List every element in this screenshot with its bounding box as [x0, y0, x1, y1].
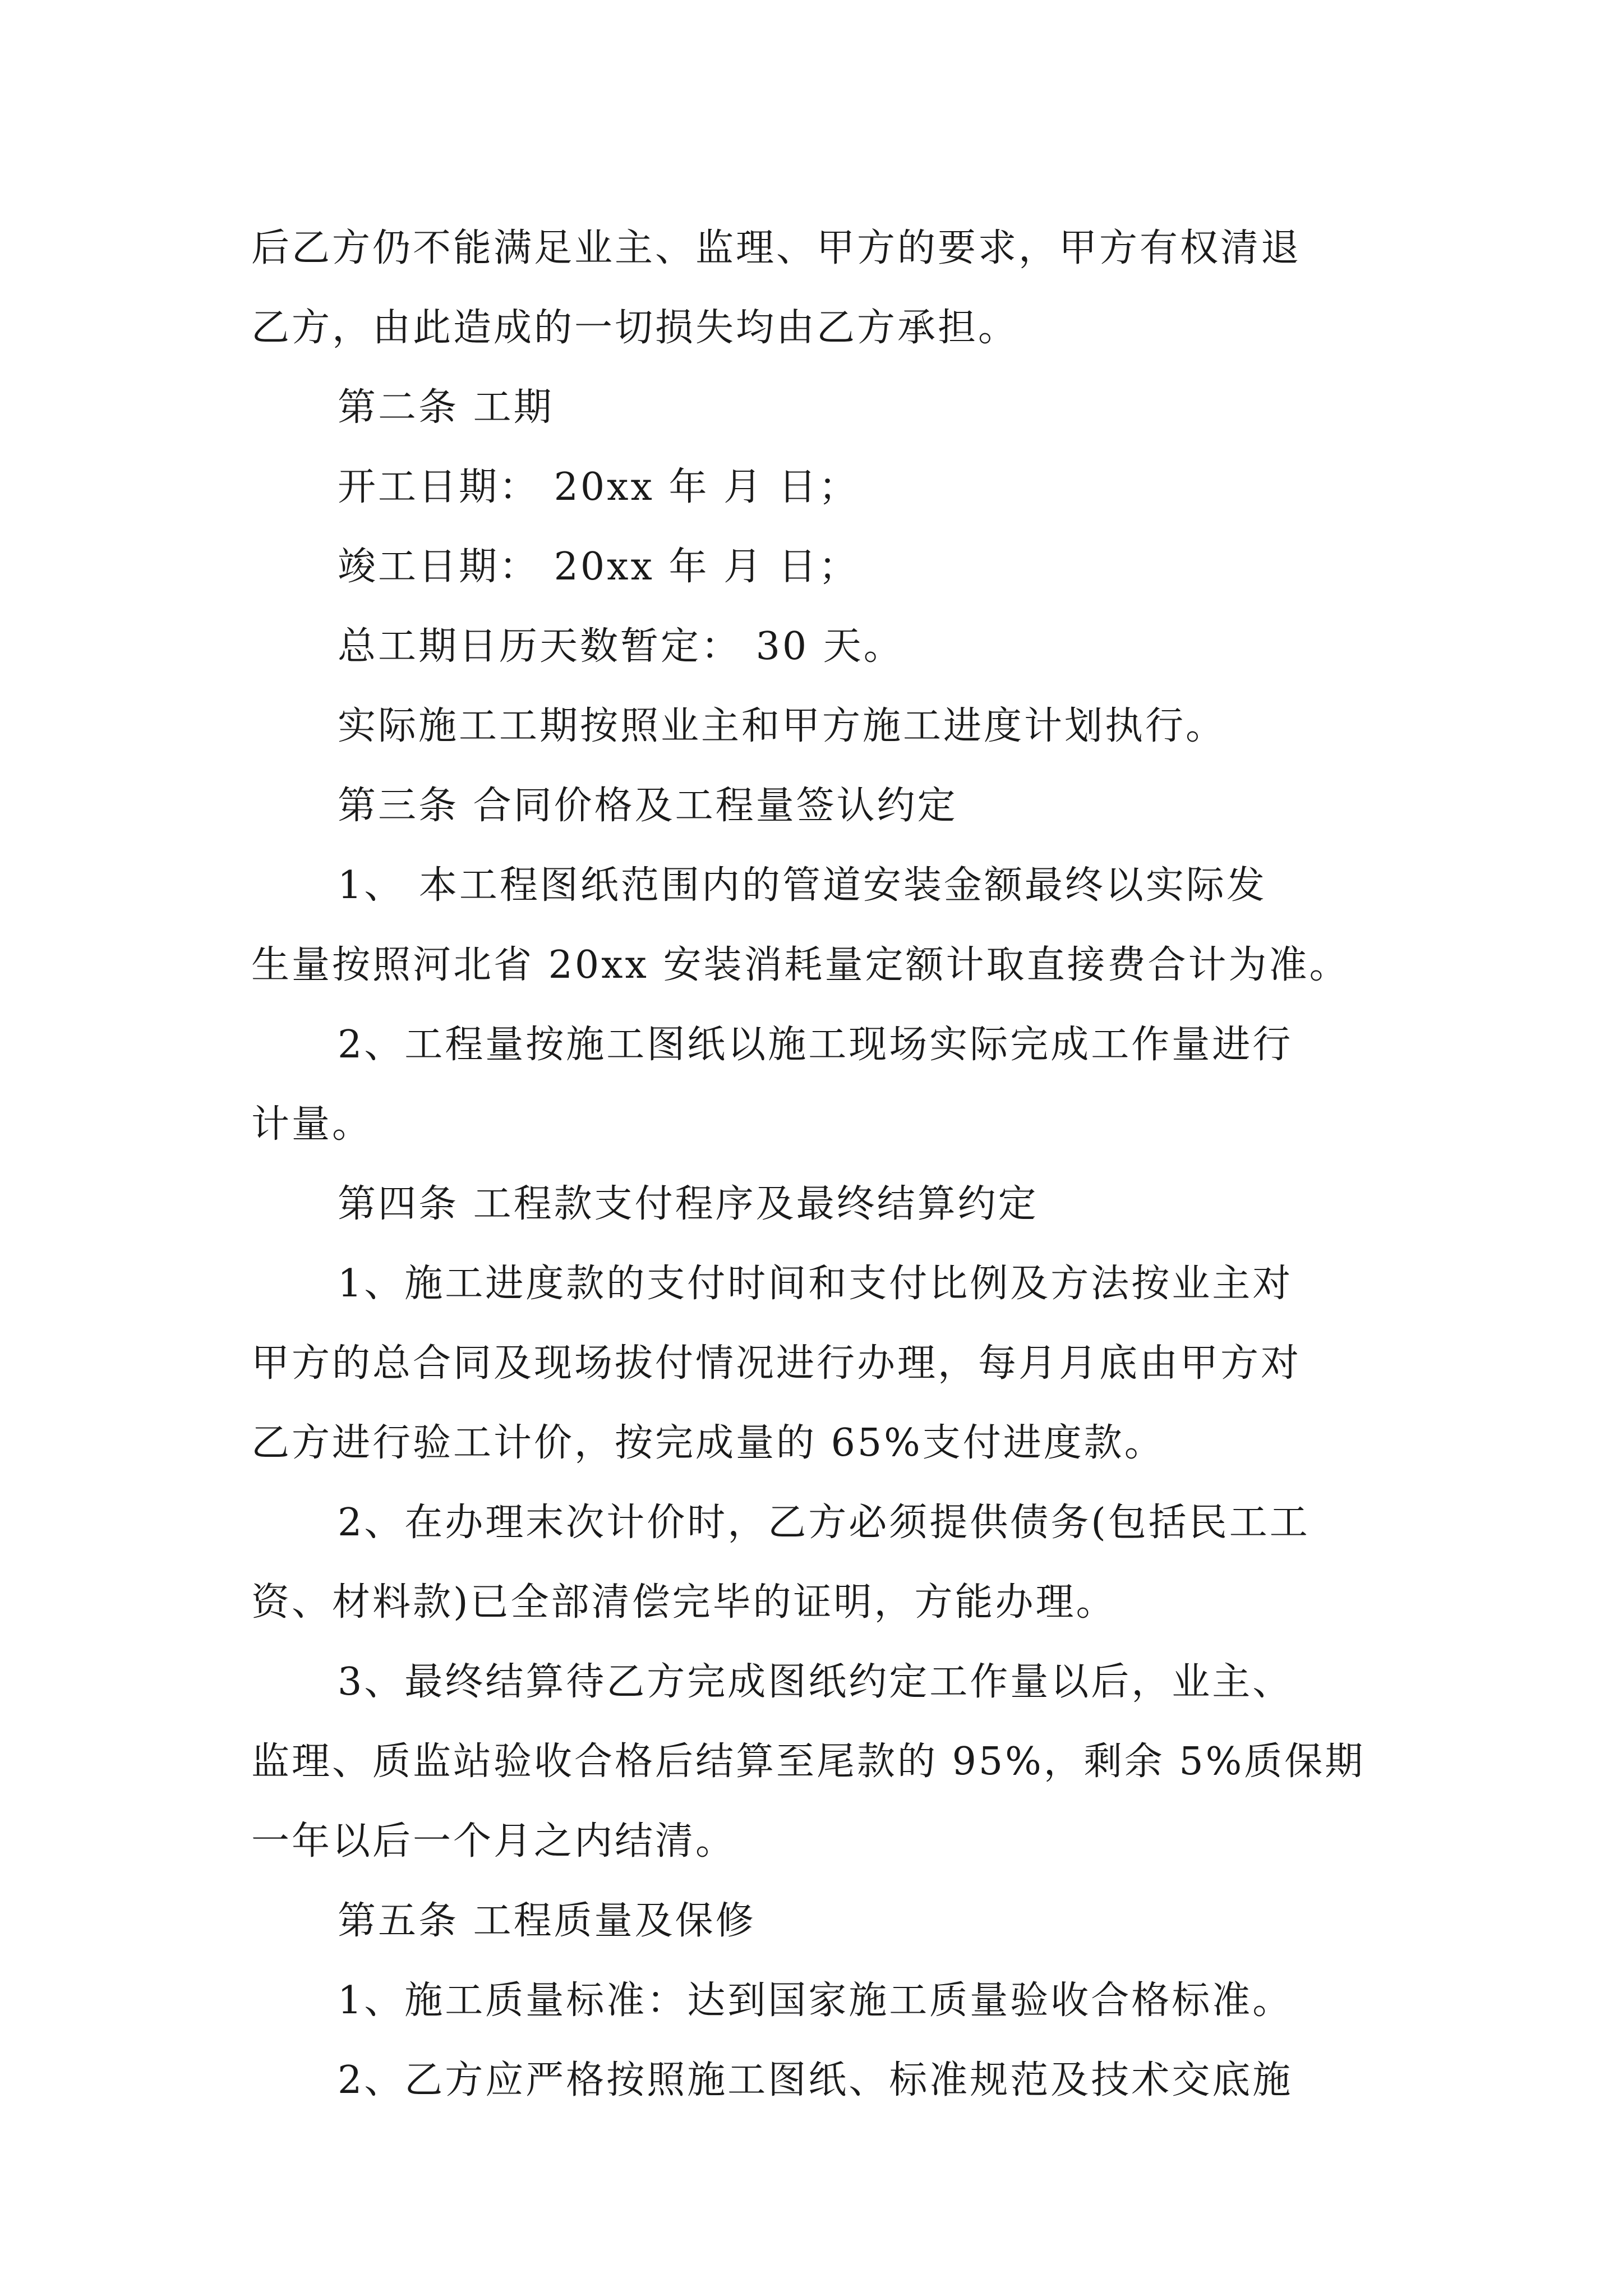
- text-line: 实际施工工期按照业主和甲方施工进度计划执行。: [338, 704, 1227, 748]
- text-line: 竣工日期： 20xx 年 月 日；: [338, 545, 859, 589]
- text-line: 甲方的总合同及现场拔付情况进行办理，每月月底由甲方对: [251, 1341, 1302, 1386]
- section-heading-5: 第五条 工程质量及保修: [338, 1899, 756, 1943]
- text-line: 2、在办理末次计价时，乙方必须提供债务(包括民工工: [338, 1501, 1310, 1545]
- contract-text-body: [251, 209, 1390, 2120]
- text-line: 3、最终结算待乙方完成图纸约定工作量以后，业主、: [338, 1660, 1293, 1704]
- text-line: 后乙方仍不能满足业主、监理、甲方的要求，甲方有权清退: [251, 226, 1302, 270]
- section-heading-3: 第三条 合同价格及工程量签认约定: [338, 784, 958, 828]
- text-line: 一年以后一个月之内结清。: [251, 1819, 736, 1864]
- text-line: 2、工程量按施工图纸以施工现场实际完成工作量进行: [338, 1023, 1293, 1067]
- text-line: 开工日期： 20xx 年 月 日；: [338, 465, 859, 509]
- text-line: 2、乙方应严格按照施工图纸、标准规范及技术交底施: [338, 2058, 1293, 2102]
- text-line: 总工期日历天数暂定： 30 天。: [338, 624, 904, 669]
- text-line: 1、施工质量标准：达到国家施工质量验收合格标准。: [338, 1978, 1293, 2023]
- text-line: 乙方，由此造成的一切损失均由乙方承担。: [251, 306, 1019, 350]
- section-heading-2: 第二条 工期: [338, 385, 554, 430]
- text-line: 监理、质监站验收合格后结算至尾款的 95%，剩余 5%质保期: [251, 1740, 1366, 1784]
- text-line: 资、材料款)已全部清偿完毕的证明，方能办理。: [251, 1580, 1117, 1625]
- text-line: 乙方进行验工计价，按完成量的 65%支付进度款。: [251, 1421, 1165, 1465]
- text-line: 计量。: [251, 1102, 373, 1147]
- text-line: 生量按照河北省 20xx 安装消耗量定额计取直接费合计为准。: [251, 943, 1350, 987]
- text-line: 1、施工进度款的支付时间和支付比例及方法按业主对: [338, 1262, 1293, 1306]
- section-heading-4: 第四条 工程款支付程序及最终结算约定: [338, 1182, 1039, 1226]
- text-line: 1、 本工程图纸范围内的管道安装金额最终以实际发: [338, 863, 1267, 908]
